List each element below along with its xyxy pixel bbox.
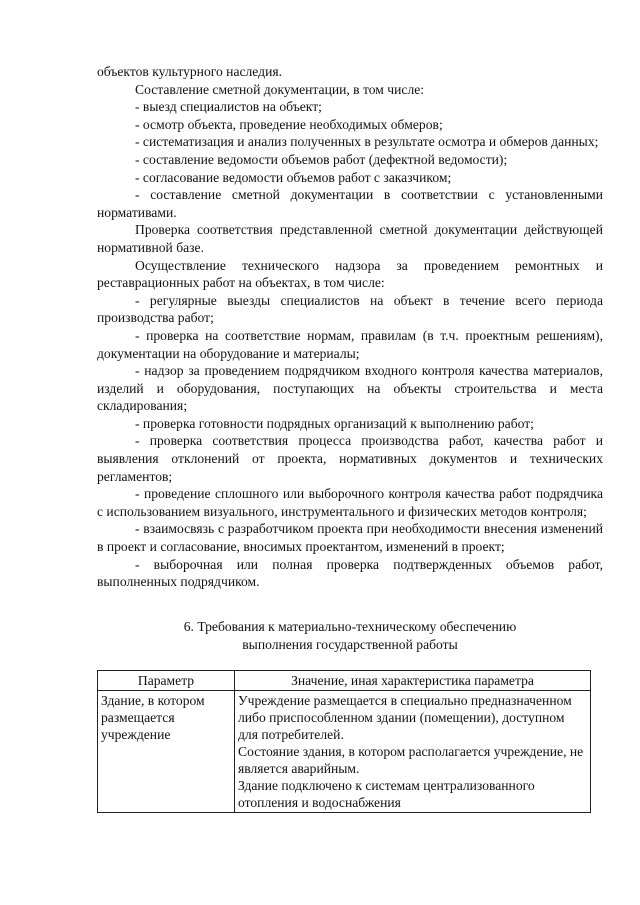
list-item: - проверка соответствия процесса производства работ, качества работ и выявления отклонений от проекта, нормативных документов и технических регламентов; — [97, 433, 603, 484]
list-item: - регулярные выезды специалистов на объект в течение всего периода производства работ; — [97, 292, 603, 326]
column-header-parameter: Параметр — [98, 670, 235, 690]
section-heading — [97, 618, 603, 654]
paragraph: Осуществление технического надзора за проведением ремонтных и реставрационных работ на объектах, в том числе: — [97, 257, 603, 291]
value-line: Учреждение размещается в специально предназначенном либо приспособленном здании (помещении), доступном для потребителей. — [238, 692, 572, 742]
table-row — [98, 690, 591, 812]
table-cell-value — [235, 690, 591, 812]
list-item: - составление ведомости объемов работ (дефектной ведомости); — [135, 151, 508, 167]
document-page — [97, 63, 603, 813]
list-item: - осмотр объекта, проведение необходимых обмеров; — [135, 116, 443, 132]
table-header-row — [98, 670, 591, 690]
list-item: - систематизация и анализ полученных в результате осмотра и обмеров данных; — [135, 134, 599, 150]
section-heading-line: выполнения государственной работы — [242, 636, 458, 652]
list-item: - проверка на соответствие нормам, правилам (в т.ч. проектным решениям), документации на оборудование и материалы; — [97, 327, 603, 361]
paragraph: Проверка соответствия представленной сметной документации действующей нормативной базе. — [97, 222, 603, 255]
list-item: - проведение сплошного или выборочного контроля качества работ подрядчика с использованием визуального, инструментального и физических методов контроля; — [97, 486, 603, 519]
list-item: - надзор за проведением подрядчиком входного контроля качества материалов, изделий и оборудования, поступающих на объекты строительства и места складирования; — [97, 363, 603, 414]
column-header-value: Значение, иная характеристика параметра — [235, 670, 591, 690]
list-item: - выборочная или полная проверка подтвержденных объемов работ, выполненных подрядчиком. — [97, 556, 603, 590]
section-heading-line: 6. Требования к материально-техническому обеспечению — [183, 618, 517, 634]
value-line: Состояние здания, в котором располагается учреждение, не является аварийным. — [238, 743, 584, 776]
requirements-table — [97, 670, 591, 813]
table-cell-parameter: Здание, в котором размещается учреждение — [98, 690, 235, 812]
list-item: - взаимосвязь с разработчиком проекта при необходимости внесения изменений в проект и согласование, вносимых проектантом, изменений в проект; — [97, 521, 603, 555]
list-item: - проверка готовности подрядных организаций к выполнению работ; — [135, 415, 534, 431]
list-item: - согласование ведомости объемов работ с заказчиком; — [135, 169, 452, 185]
paragraph: Составление сметной документации, в том числе: — [135, 81, 425, 97]
list-item: - составление сметной документации в соответствии с установленными нормативами. — [97, 187, 603, 220]
list-item: - выезд специалистов на объект; — [135, 99, 322, 115]
paragraph: объектов культурного наследия. — [97, 64, 282, 79]
value-line: Здание подключено к системам централизованного отопления и водоснабжения — [238, 777, 535, 810]
